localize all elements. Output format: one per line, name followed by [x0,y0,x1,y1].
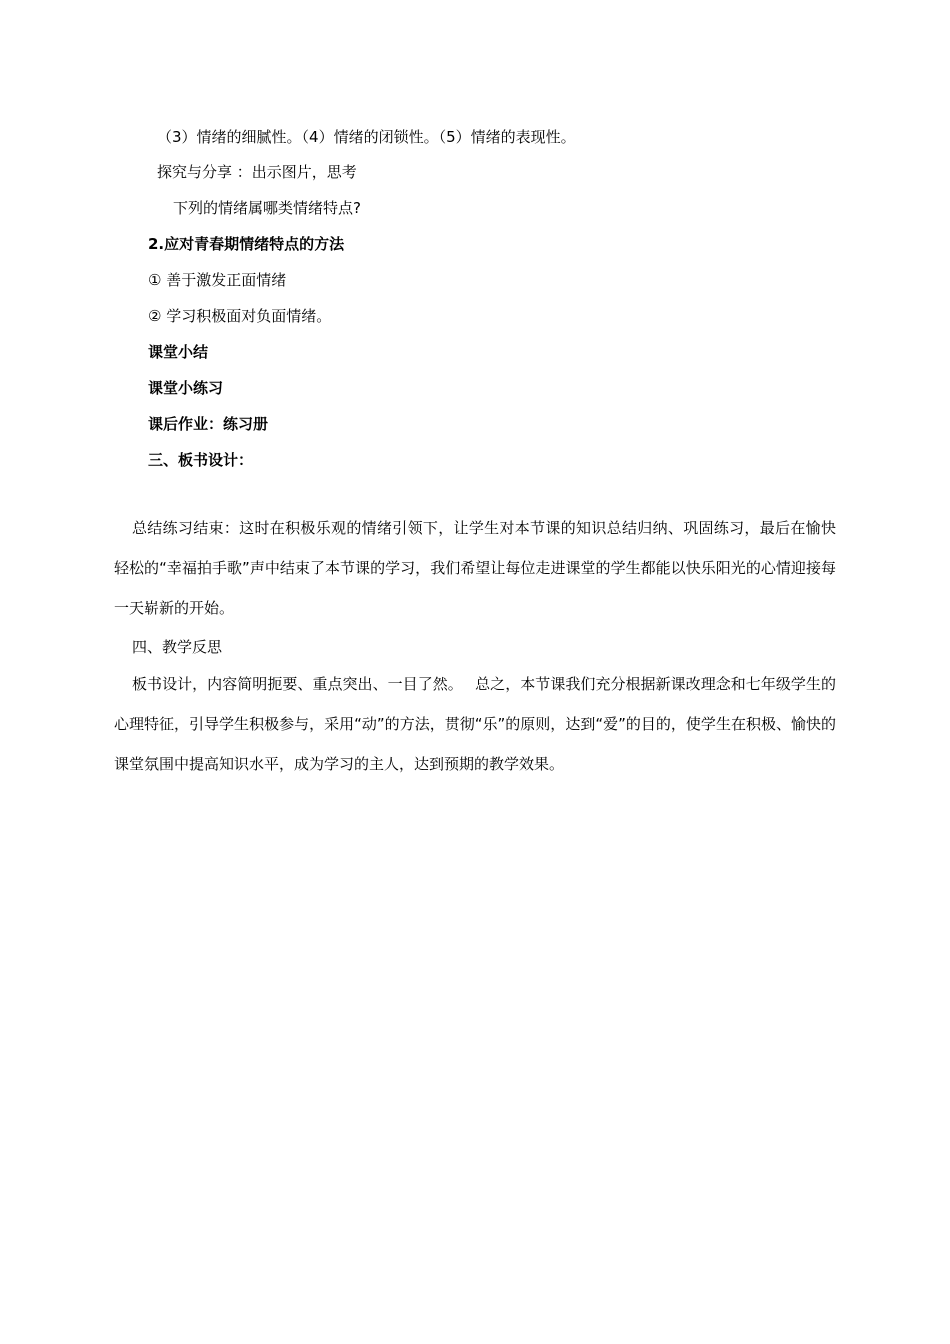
board-design-heading: 三、板书设计： [148,451,254,469]
question-line: 下列的情绪属哪类情绪特点? [173,199,361,217]
method-item-2: ② 学习积极面对负面情绪。 [148,307,332,325]
method-heading: 2.应对青春期情绪特点的方法 [148,235,345,253]
summary-paragraph: 总结练习结束：这时在积极乐观的情绪引领下，让学生对本节课的知识总结归纳、巩固练习，最后在愉快轻松的“幸福拍手歌”声中结束了本节课的学习，我们希望让每位走进课堂的学生都能以快乐阳光的心情迎接每一天崭新的开始。 [114,519,836,617]
section-4-title: 四、教学反思 [132,638,223,656]
homework-heading: 课后作业：练习册 [148,415,269,433]
class-summary-heading: 课堂小结 [148,343,209,361]
reflection-paragraph: 板书设计，内容简明扼要、重点突出、一目了然。 总之，本节课我们充分根据新课改理念和七年级学生的心理特征，引导学生积极参与，采用“动”的方法，贯彻“乐”的原则，达到“爱”的目的，使学生在积极、愉快的课堂氛围中提高知识水平，成为学习的主人，达到预期的教学效果。 [114,675,836,773]
emotion-traits-line: （3）情绪的细腻性。（4）情绪的闭锁性。（5）情绪的表现性。 [157,128,576,146]
method-item-1: ① 善于激发正面情绪 [148,271,287,289]
class-exercise-heading: 课堂小练习 [148,379,224,397]
explore-share-line: 探究与分享 ：出示图片，思考 [157,163,357,181]
